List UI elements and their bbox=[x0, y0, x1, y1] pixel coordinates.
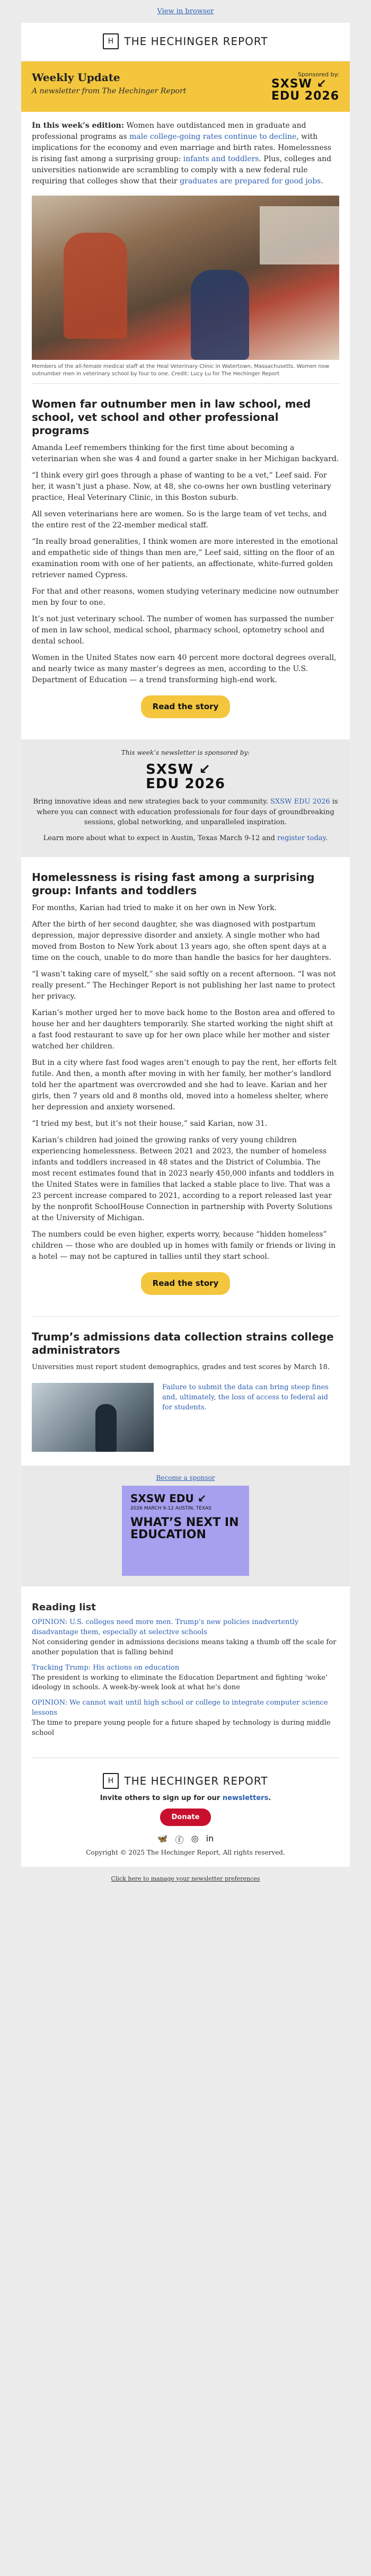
banner-sponsor[interactable] bbox=[271, 71, 339, 102]
footer-invite bbox=[32, 1794, 339, 1802]
story2-paragraph: But in a city where fast food wages aren’t enough to pay the rent, her efforts felt futile. And then, a month after moving in with her family, her mother’s landlord told her the apartment was overcrowded and she had to leave. Karian and her girls, then 7 years old and 8 months old, moved into a homeless shelter, where her depression and anxiety worsened. bbox=[32, 1058, 337, 1112]
intro-lead: In this week’s edition: bbox=[32, 121, 125, 130]
story3-row bbox=[21, 1380, 350, 1460]
story2-button-wrap bbox=[32, 1268, 339, 1302]
story2-paragraph: After the birth of her second daughter, she was diagnosed with postpartum depression, major depressive disorder and anxiety. A single mother who had moved from Boston to New York about 13 years ago, she often spent days at a time on the couch, unable to do more than handle the basics for her daughters. bbox=[32, 920, 332, 963]
ad-dates: 2026 MARCH 9-12 AUSTIN, TEXAS bbox=[130, 1506, 211, 1512]
sxsw-logo-line1: SXSW ↙ bbox=[146, 761, 211, 778]
story2-paragraph: Karian’s children had joined the growing ranks of very young children experiencing homelessness. Between 2021 and 2023, the number of homeless infants and toddlers increased in 48 states and the District of Columbia. The most recent estimates found that in 2023 nearly 450,000 infants and toddlers in the United States were in families that lacked a stable place to live. That was a 23 percent increase compared to 2021, according to a report released last year by the nonprofit SchoolHouse Connection in partnership with Poverty Solutions at the University of Michigan. bbox=[32, 1136, 334, 1223]
banner-title: Weekly Update bbox=[32, 71, 120, 84]
linkedin-icon[interactable]: in bbox=[206, 1833, 214, 1843]
invite-text-1: Invite others to sign up for our bbox=[100, 1794, 223, 1802]
reading-list-title: Reading list bbox=[32, 1602, 96, 1613]
story3-link[interactable]: Failure to submit the data can bring steep fines and, ultimately, the loss of access to federal aid for students. bbox=[162, 1383, 329, 1411]
vet-clinic-photo bbox=[32, 196, 339, 360]
newsletter-container bbox=[21, 23, 350, 1867]
story3-headline[interactable]: Trump’s admissions data collection strains college administrators bbox=[32, 1330, 334, 1356]
story3-thumbnail[interactable] bbox=[32, 1383, 154, 1452]
brand-logo[interactable] bbox=[103, 33, 268, 49]
sponsor-cta bbox=[32, 833, 339, 844]
intro-text-2: , with implications for the economy and even marriage and birth rates. Homelessness is rising fast among a surprising group: bbox=[32, 133, 332, 164]
story1-paragraph: “I think every girl goes through a phase of wanting to be a vet,” Leef said. For her, it wasn’t just a phase. Now, at 48, she co-owns her own bustling veterinary practice, Heal Veterinary Clinic, in this Boston suburb. bbox=[32, 471, 331, 502]
sponsor-link-sxsw[interactable]: SXSW EDU 2026 bbox=[270, 798, 330, 806]
hechinger-logo-icon: H bbox=[103, 33, 119, 49]
ad-tagline: WHAT’S NEXT IN EDUCATION bbox=[130, 1516, 239, 1542]
story2-paragraph: The numbers could be even higher, experts worry, because “hidden homeless” children — those who are doubled up in homes with family or friends or living in a hotel — may not be captured in tallies until they start school. bbox=[32, 1230, 336, 1261]
story1-headline[interactable]: Women far outnumber men in law school, med school, vet school and other professional programs bbox=[32, 398, 311, 437]
sxsw-logo-line2: EDU 2026 bbox=[146, 775, 225, 792]
sponsor-register-link[interactable]: register today bbox=[277, 834, 326, 842]
manage-preferences-link[interactable]: Click here to manage your newsletter preferences bbox=[111, 1875, 260, 1882]
intro-text-1: Women have outdistanced men in graduate and professional programs as bbox=[32, 121, 306, 142]
social-links bbox=[32, 1833, 339, 1846]
weekly-update-banner bbox=[21, 61, 350, 112]
story-homelessness bbox=[21, 862, 350, 1311]
newsletters-link[interactable]: newsletters bbox=[222, 1794, 269, 1802]
sponsor-text-1: Bring innovative ideas and new strategies back to your community. bbox=[33, 798, 271, 806]
story1-button-wrap bbox=[32, 691, 339, 726]
copyright: Copyright © 2025 The Hechinger Report, All rights reserved. bbox=[86, 1848, 285, 1856]
divider bbox=[32, 383, 339, 384]
sponsor-block bbox=[21, 739, 350, 858]
story3-summary bbox=[162, 1383, 339, 1452]
story1-paragraph: Women in the United States now earn 40 percent more doctoral degrees overall, and nearly twice as many master’s degrees as men, according to the U.S. Department of Education — a trend transforming high-end work. bbox=[32, 654, 337, 685]
story2-paragraph: “I wasn’t taking care of myself,” she said softly on a recent afternoon. “I was not really present.” The Hechinger Report is not publishing her last name to protect her privacy. bbox=[32, 970, 336, 1001]
sponsor-description bbox=[32, 797, 339, 828]
sponsored-by-label: Sponsored by: bbox=[297, 71, 339, 78]
facebook-icon[interactable]: ⓕ bbox=[175, 1834, 184, 1845]
banner-subtitle: A newsletter from The Hechinger Report bbox=[32, 87, 187, 95]
bluesky-icon[interactable]: 🦋 bbox=[157, 1833, 168, 1843]
intro-link-infants[interactable]: infants and toddlers bbox=[183, 155, 259, 164]
reading-list-summary: Not considering gender in admissions decisions means taking a thumb off the scale for another population that is falling behind bbox=[32, 1638, 337, 1656]
instagram-icon[interactable]: ◎ bbox=[191, 1833, 199, 1843]
intro-paragraph bbox=[21, 112, 350, 196]
view-in-browser-link[interactable]: View in browser bbox=[157, 7, 214, 15]
story-women-professional-programs bbox=[21, 389, 350, 734]
reading-list-item bbox=[32, 1618, 339, 1657]
reading-list-summary: The president is working to eliminate the Education Department and fighting ‘woke’ ideology in schools. A week-by-week look at what he’s done bbox=[32, 1673, 328, 1692]
divider bbox=[32, 1316, 339, 1317]
reading-list-item bbox=[32, 1663, 339, 1693]
story2-paragraph: “I tried my best, but it’s not their house,” said Karian, now 31. bbox=[32, 1119, 268, 1128]
hero-photo[interactable] bbox=[21, 196, 350, 360]
sponsor-text-2: is where you can connect with education professionals for four days of groundbreaking sessions, global networking, and unparalleled inspiration. bbox=[37, 798, 338, 827]
read-the-story-button[interactable]: Read the story bbox=[141, 695, 231, 718]
reading-list-item bbox=[32, 1698, 339, 1738]
sxsw-logo-line1: SXSW ↙ bbox=[271, 77, 327, 91]
story3-dek: Universities must report student demographics, grades and test scores by March 18. bbox=[32, 1363, 330, 1371]
brand-name: THE HECHINGER REPORT bbox=[124, 35, 268, 48]
reading-list-summary: The time to prepare young people for a future shaped by technology is during middle school bbox=[32, 1718, 331, 1737]
sxsw-edu-logo bbox=[271, 78, 339, 102]
sxsw-edu-logo[interactable] bbox=[146, 763, 225, 792]
story1-paragraph: All seven veterinarians here are women. So is the large team of vet techs, and the entire rest of the 22-member medical staff. bbox=[32, 510, 327, 530]
story1-paragraph: For that and other reasons, women studying veterinary medicine now outnumber men by four to one. bbox=[32, 587, 339, 607]
story1-paragraph: It’s not just veterinary school. The number of women has surpassed the number of men in law school, medical school, pharmacy school, optometry school and dental school. bbox=[32, 615, 334, 646]
ad-title: SXSW EDU ↙ bbox=[130, 1492, 207, 1505]
sponsor-text-3: Learn more about what to expect in Austin, Texas March 9-12 and bbox=[43, 834, 278, 842]
reading-list-link[interactable]: OPINION: We cannot wait until high school or college to integrate computer science lessons bbox=[32, 1699, 328, 1717]
sponsor-intro: This week’s newsletter is sponsored by: bbox=[121, 748, 250, 756]
reading-list-link[interactable]: OPINION: U.S. colleges need more men. Trump’s new policies inadvertently disadvantage them, especially at selective schools bbox=[32, 1618, 299, 1637]
reading-list-link[interactable]: Tracking Trump: His actions on education bbox=[32, 1663, 180, 1672]
footer-brand-name: THE HECHINGER REPORT bbox=[124, 1774, 268, 1787]
become-sponsor-link[interactable]: Become a sponsor bbox=[156, 1474, 215, 1482]
footer-brand-logo[interactable] bbox=[103, 1773, 268, 1789]
intro-link-good-jobs[interactable]: graduates are prepared for good jobs bbox=[180, 177, 321, 186]
advertisement-block bbox=[21, 1466, 350, 1586]
story1-paragraph: Amanda Leef remembers thinking for the first time about becoming a veterinarian when she was 4 and found a garter snake in her Michigan backyard. bbox=[32, 444, 339, 464]
masthead bbox=[21, 23, 350, 61]
invite-text-2: . bbox=[268, 1794, 271, 1802]
story2-headline[interactable]: Homelessness is rising fast among a surprising group: Infants and toddlers bbox=[32, 871, 315, 897]
sponsor-text-4: . bbox=[325, 834, 328, 842]
view-in-browser-bar bbox=[0, 0, 371, 23]
sxsw-edu-ad[interactable] bbox=[122, 1486, 249, 1576]
footer bbox=[21, 1763, 350, 1867]
intro-text-4: . bbox=[321, 177, 323, 186]
story2-paragraph: For months, Karian had tried to make it on her own in New York. bbox=[32, 904, 277, 913]
story-admissions-data bbox=[21, 1322, 350, 1380]
donate-button[interactable]: Donate bbox=[160, 1809, 211, 1826]
hechinger-logo-icon: H bbox=[103, 1773, 119, 1789]
story2-paragraph: Karian’s mother urged her to move back home to the Boston area and offered to house her and her daughters temporarily. She started working the night shift at a fast food restaurant to save up for her own place while her mother and sister watched her children. bbox=[32, 1009, 335, 1051]
reading-list bbox=[21, 1592, 350, 1752]
intro-link-male-college[interactable]: male college-going rates continue to decline bbox=[129, 133, 297, 142]
story1-paragraph: “In really broad generalities, I think women are more interested in the emotional and empathetic side of things than men are,” Leef said, sitting on the floor of an examination room with one of her patients, an affectionate, white-furred golden retriever named Cypress. bbox=[32, 537, 338, 580]
read-the-story-button[interactable]: Read the story bbox=[141, 1272, 231, 1295]
photo-caption: Members of the all-female medical staff at the Heal Veterinary Clinic in Watertown, Massachusetts. Women now outnumber men in veterinary school by four to one. Credit: Lucy Lu for The Hechinger Report bbox=[32, 364, 330, 377]
intro-text-3: . Plus, colleges and universities nationwide are scrambling to comply with a new federal rule requiring that colleges show that their bbox=[32, 155, 332, 186]
bottom-bar bbox=[0, 1867, 371, 1891]
sxsw-logo-line2: EDU 2026 bbox=[271, 90, 339, 103]
